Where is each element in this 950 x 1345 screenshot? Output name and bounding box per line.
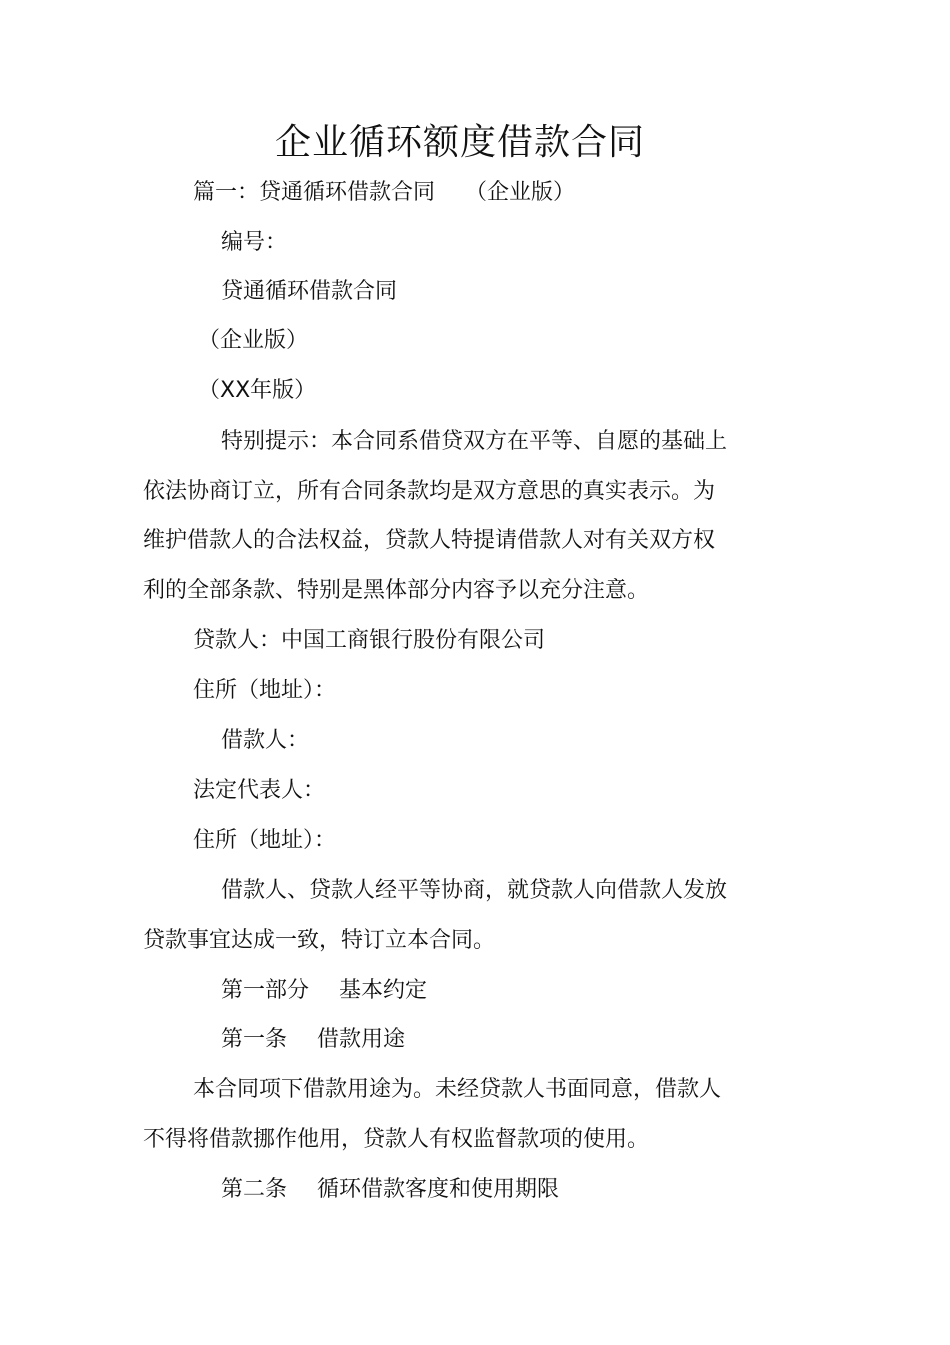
article-one-name: 借款用途 bbox=[317, 1027, 406, 1052]
article-one-body-line-2: 不得将借款挪作他用，贷款人有权监督款项的使用。 bbox=[143, 1127, 650, 1152]
article-two-heading bbox=[221, 1175, 559, 1205]
notice-line-2: 依法协商订立，所有合同条款均是双方意思的真实表示。为 bbox=[143, 479, 716, 504]
article-one-number: 第一条 bbox=[221, 1027, 288, 1052]
notice-line-1: 特别提示：本合同系借贷双方在平等、自愿的基础上 bbox=[221, 429, 728, 454]
lender-address-line: 住所（地址）： bbox=[193, 678, 337, 703]
part-one-number: 第一部分 bbox=[221, 978, 310, 1003]
borrower-line: 借款人： bbox=[221, 728, 310, 753]
number-label: 编号： bbox=[221, 230, 288, 255]
contract-name: 贷通循环借款合同 bbox=[221, 279, 398, 304]
article-one-heading bbox=[221, 1025, 405, 1055]
part-one-heading bbox=[221, 976, 427, 1006]
article-two-number: 第二条 bbox=[221, 1177, 288, 1202]
section-heading-label: 篇一：贷通循环借款合同 bbox=[193, 180, 436, 205]
borrower-address-line: 住所（地址）： bbox=[193, 828, 337, 853]
section-heading bbox=[193, 178, 575, 208]
document-title: 企业循环额度借款合同 bbox=[274, 122, 645, 163]
legal-rep-line: 法定代表人： bbox=[193, 778, 326, 803]
agreement-line-2: 贷款事宜达成一致，特订立本合同。 bbox=[143, 928, 496, 953]
notice-line-3: 维护借款人的合法权益，贷款人特提请借款人对有关双方权 bbox=[143, 528, 716, 553]
notice-line-4: 利的全部条款、特别是黑体部分内容予以充分注意。 bbox=[143, 578, 650, 603]
agreement-line-1: 借款人、贷款人经平等协商，就贷款人向借款人发放 bbox=[221, 878, 728, 903]
lender-line: 贷款人：中国工商银行股份有限公司 bbox=[193, 628, 546, 653]
edition-enterprise: （企业版） bbox=[198, 328, 309, 353]
article-two-name: 循环借款客度和使用期限 bbox=[317, 1177, 560, 1202]
part-one-name: 基本约定 bbox=[339, 978, 428, 1003]
section-heading-edition: （企业版） bbox=[465, 180, 576, 205]
article-one-body-line-1: 本合同项下借款用途为。未经贷款人书面同意，借款人 bbox=[193, 1077, 722, 1102]
edition-year: （XX年版） bbox=[198, 378, 317, 403]
